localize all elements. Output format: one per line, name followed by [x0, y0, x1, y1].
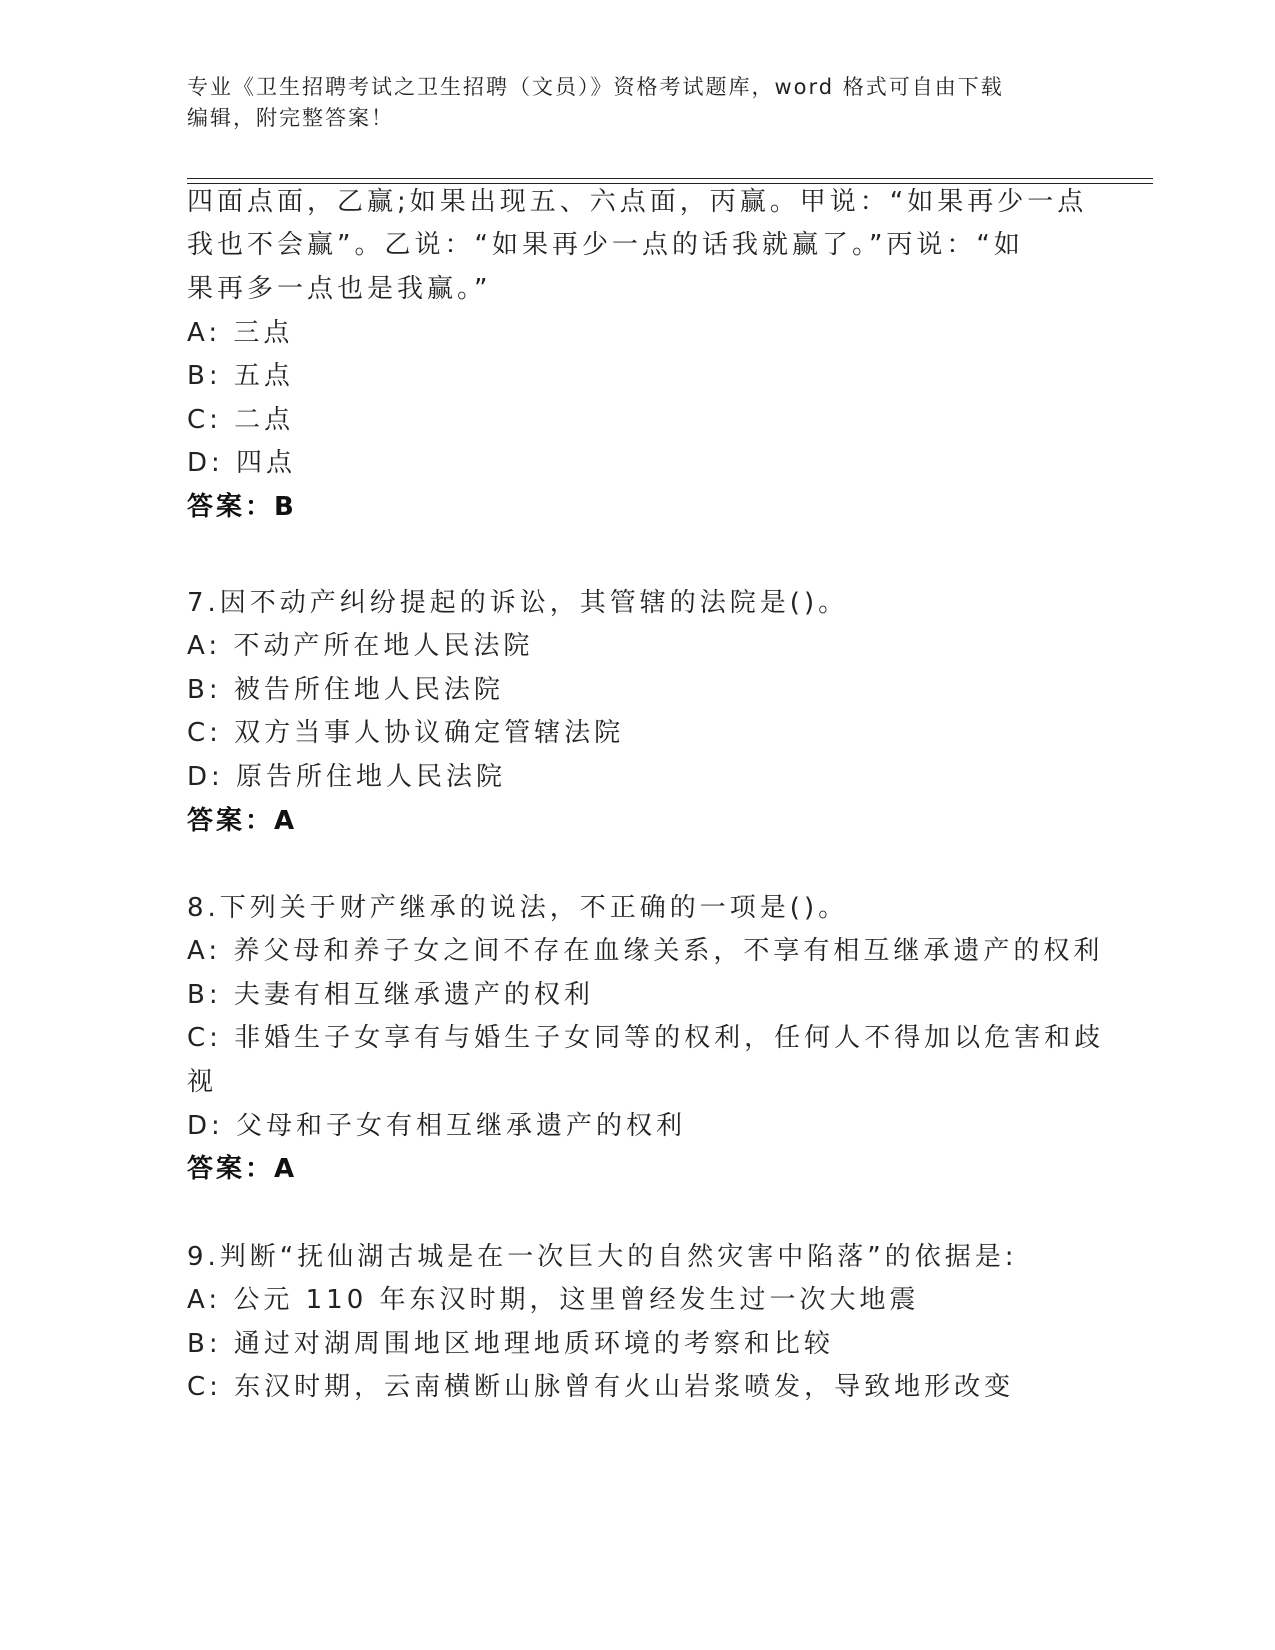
- option-c-continuation: 视: [187, 1067, 218, 1097]
- option-b: B: 五点: [187, 361, 294, 391]
- document-header: [187, 72, 1087, 134]
- option-d: D: 四点: [187, 448, 297, 478]
- answer-label: 答案：B: [187, 492, 297, 522]
- question-text-line: 四面点面，乙赢;如果出现五、六点面，丙赢。甲说：“如果再少一点: [187, 187, 1088, 217]
- header-divider-top: [187, 178, 1153, 179]
- question-text: 8.下列关于财产继承的说法，不正确的一项是()。: [187, 893, 849, 923]
- option-b: B: 夫妻有相互继承遗产的权利: [187, 980, 594, 1010]
- option-a: A: 不动产所在地人民法院: [187, 631, 534, 661]
- question-text-line: 果再多一点也是我赢。”: [187, 274, 492, 304]
- option-c: C: 双方当事人协议确定管辖法院: [187, 718, 625, 748]
- answer-label: 答案：A: [187, 806, 298, 836]
- option-c: C: 二点: [187, 405, 295, 435]
- option-d: D: 原告所住地人民法院: [187, 762, 507, 792]
- answer-label: 答案：A: [187, 1154, 298, 1184]
- option-c: C: 东汉时期，云南横断山脉曾有火山岩浆喷发，导致地形改变: [187, 1372, 1015, 1402]
- question-text: 7.因不动产纠纷提起的诉讼，其管辖的法院是()。: [187, 588, 849, 618]
- option-b: B: 被告所住地人民法院: [187, 675, 504, 705]
- question-text: 9.判断“抚仙湖古城是在一次巨大的自然灾害中陷落”的依据是:: [187, 1242, 1018, 1272]
- option-a: A: 公元 110 年东汉时期，这里曾经发生过一次大地震: [187, 1285, 920, 1315]
- option-b: B: 通过对湖周围地区地理地质环境的考察和比较: [187, 1329, 834, 1359]
- option-a: A: 三点: [187, 318, 294, 348]
- option-d: D: 父母和子女有相互继承遗产的权利: [187, 1111, 687, 1141]
- header-line-1: 专业《卫生招聘考试之卫生招聘（文员）》资格考试题库，word 格式可自由下载: [187, 75, 1004, 99]
- question-text-line: 我也不会赢”。乙说：“如果再少一点的话我就赢了。”丙说：“如: [187, 230, 1024, 260]
- header-line-2: 编辑，附完整答案！: [187, 106, 394, 130]
- option-c: C: 非婚生子女享有与婚生子女同等的权利，任何人不得加以危害和歧: [187, 1023, 1105, 1053]
- option-a: A: 养父母和养子女之间不存在血缘关系，不享有相互继承遗产的权利: [187, 936, 1104, 966]
